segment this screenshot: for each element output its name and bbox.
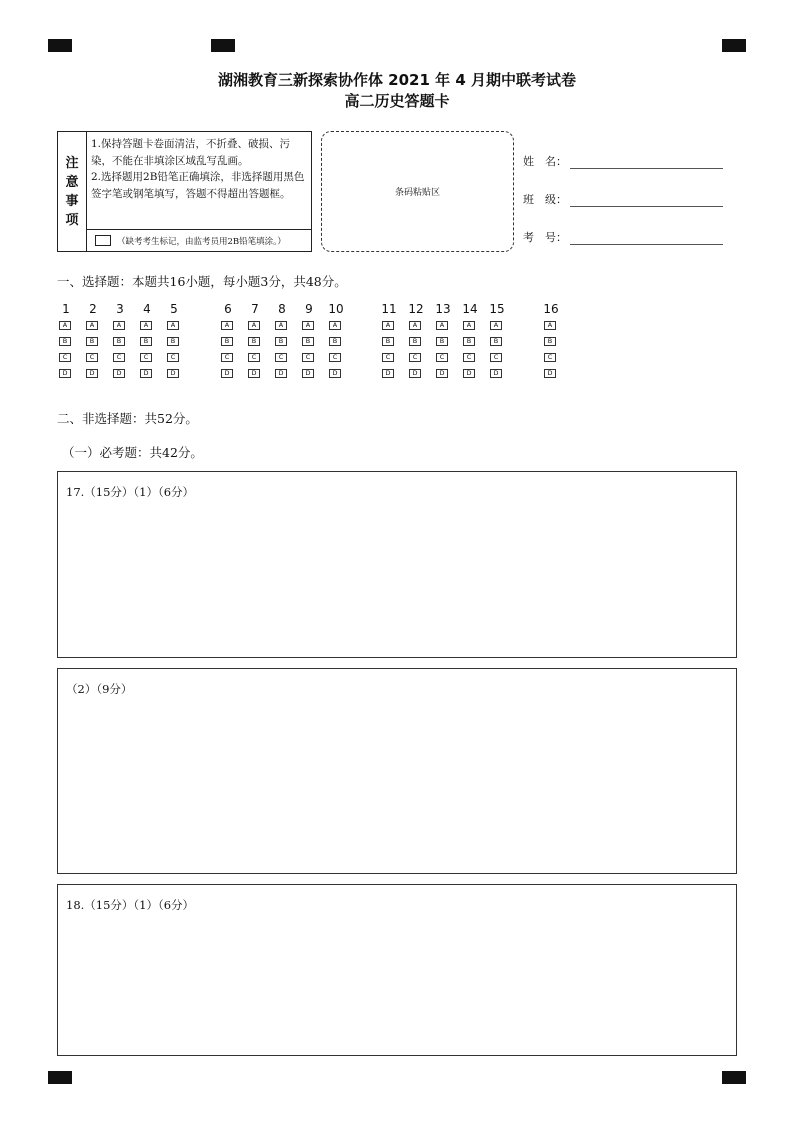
option-bubble-c[interactable]: C (463, 353, 475, 362)
notice-label-char: 事 (65, 193, 79, 209)
option-bubble-a[interactable]: A (490, 321, 502, 330)
option-bubble-a[interactable]: A (167, 321, 179, 330)
option-bubble-d[interactable]: D (329, 369, 341, 378)
question-number: 10 (328, 302, 344, 316)
absent-marker-box[interactable] (95, 235, 111, 246)
option-bubble-b[interactable]: B (167, 337, 179, 346)
option-bubble-d[interactable]: D (409, 369, 421, 378)
option-bubble-b[interactable]: B (275, 337, 287, 346)
class-line[interactable] (570, 206, 723, 207)
notice-text (91, 136, 309, 202)
answer-label-q18-part1: 18.（15分）（1）（6分） (66, 898, 195, 912)
option-bubble-d[interactable]: D (113, 369, 125, 378)
registration-mark-top-right (722, 39, 746, 52)
option-bubble-a[interactable]: A (86, 321, 98, 330)
option-bubble-c[interactable]: C (382, 353, 394, 362)
option-bubble-a[interactable]: A (59, 321, 71, 330)
question-number: 7 (251, 302, 259, 316)
answer-box-q17-part2[interactable] (57, 668, 737, 874)
option-bubble-a[interactable]: A (329, 321, 341, 330)
option-bubble-b[interactable]: B (463, 337, 475, 346)
barcode-area (321, 131, 514, 252)
option-bubble-b[interactable]: B (329, 337, 341, 346)
option-bubble-a[interactable]: A (463, 321, 475, 330)
option-bubble-b[interactable]: B (221, 337, 233, 346)
option-bubble-c[interactable]: C (436, 353, 448, 362)
option-bubble-b[interactable]: B (140, 337, 152, 346)
page-title: 湖湘教育三新探索协作体 2021 年 4 月期中联考试卷 (217, 71, 577, 89)
option-bubble-b[interactable]: B (59, 337, 71, 346)
option-bubble-b[interactable]: B (302, 337, 314, 346)
option-bubble-b[interactable]: B (248, 337, 260, 346)
option-bubble-b[interactable]: B (409, 337, 421, 346)
option-bubble-d[interactable]: D (221, 369, 233, 378)
absent-marker-note: （缺考考生标记，由监考员用2B铅笔填涂。） (117, 236, 286, 247)
option-bubble-d[interactable]: D (436, 369, 448, 378)
option-bubble-b[interactable]: B (436, 337, 448, 346)
question-number: 16 (543, 302, 559, 316)
answer-label-q17-part1: 17.（15分）（1）（6分） (66, 485, 195, 499)
id-label: 考 号： (523, 231, 567, 244)
option-bubble-d[interactable]: D (167, 369, 179, 378)
name-field[interactable] (523, 153, 723, 169)
question-number: 13 (435, 302, 451, 316)
option-bubble-a[interactable]: A (544, 321, 556, 330)
option-bubble-b[interactable]: B (382, 337, 394, 346)
subsection-1-title: （一）必考题：共42分。 (62, 445, 203, 460)
notice-box (57, 131, 312, 252)
option-bubble-a[interactable]: A (409, 321, 421, 330)
option-bubble-a[interactable]: A (382, 321, 394, 330)
question-number: 14 (462, 302, 478, 316)
question-number: 8 (278, 302, 286, 316)
name-line[interactable] (570, 168, 723, 169)
class-field[interactable] (523, 191, 723, 207)
question-number: 6 (224, 302, 232, 316)
option-bubble-c[interactable]: C (248, 353, 260, 362)
registration-mark-bottom-right (722, 1071, 746, 1084)
option-bubble-d[interactable]: D (59, 369, 71, 378)
question-number: 3 (116, 302, 124, 316)
question-number: 2 (89, 302, 97, 316)
registration-mark-top-left (48, 39, 72, 52)
option-bubble-c[interactable]: C (490, 353, 502, 362)
id-line[interactable] (570, 244, 723, 245)
option-bubble-b[interactable]: B (490, 337, 502, 346)
option-bubble-c[interactable]: C (113, 353, 125, 362)
question-number: 5 (170, 302, 178, 316)
barcode-label: 条码粘贴区 (394, 188, 440, 198)
option-bubble-c[interactable]: C (302, 353, 314, 362)
option-bubble-d[interactable]: D (382, 369, 394, 378)
option-bubble-c[interactable]: C (329, 353, 341, 362)
registration-mark-top-center (211, 39, 235, 52)
notice-label-char: 项 (65, 212, 79, 228)
option-bubble-a[interactable]: A (113, 321, 125, 330)
registration-mark-bottom-left (48, 1071, 72, 1084)
answer-box-q18-part1[interactable] (57, 884, 737, 1056)
answer-box-q17-part1[interactable] (57, 471, 737, 658)
absent-marker-row (87, 229, 311, 251)
option-bubble-b[interactable]: B (86, 337, 98, 346)
section-1-title: 一、选择题：本题共16小题，每小题3分，共48分。 (57, 274, 347, 289)
notice-line-2: 2.选择题用2B铅笔正确填涂，非选择题用黑色签字笔或钢笔填写，答题不得超出答题框。 (91, 171, 305, 200)
option-bubble-c[interactable]: C (221, 353, 233, 362)
option-bubble-c[interactable]: C (544, 353, 556, 362)
option-bubble-c[interactable]: C (275, 353, 287, 362)
option-bubble-a[interactable]: A (221, 321, 233, 330)
question-number: 11 (381, 302, 397, 316)
option-bubble-d[interactable]: D (140, 369, 152, 378)
option-bubble-a[interactable]: A (436, 321, 448, 330)
question-number: 12 (408, 302, 424, 316)
option-bubble-a[interactable]: A (248, 321, 260, 330)
option-bubble-d[interactable]: D (248, 369, 260, 378)
option-bubble-d[interactable]: D (302, 369, 314, 378)
notice-label-char: 意 (65, 174, 79, 190)
option-bubble-d[interactable]: D (490, 369, 502, 378)
option-bubble-c[interactable]: C (86, 353, 98, 362)
notice-label-char: 注 (65, 155, 79, 171)
option-bubble-c[interactable]: C (140, 353, 152, 362)
question-number: 4 (143, 302, 151, 316)
option-bubble-a[interactable]: A (275, 321, 287, 330)
question-number: 9 (305, 302, 313, 316)
section-2-title: 二、非选择题：共52分。 (57, 411, 198, 426)
option-bubble-d[interactable]: D (275, 369, 287, 378)
page-subtitle: 高二历史答题卡 (344, 92, 450, 110)
option-bubble-d[interactable]: D (86, 369, 98, 378)
option-bubble-b[interactable]: B (113, 337, 125, 346)
name-label: 姓 名： (523, 155, 567, 168)
question-number: 15 (489, 302, 505, 316)
option-bubble-a[interactable]: A (140, 321, 152, 330)
question-number: 1 (62, 302, 70, 316)
option-bubble-c[interactable]: C (59, 353, 71, 362)
answer-label-q17-part2: （2）（9分） (66, 682, 133, 696)
option-bubble-d[interactable]: D (544, 369, 556, 378)
option-bubble-b[interactable]: B (544, 337, 556, 346)
option-bubble-c[interactable]: C (409, 353, 421, 362)
class-label: 班 级： (523, 193, 567, 206)
id-field[interactable] (523, 229, 723, 245)
notice-label (58, 132, 87, 251)
option-bubble-d[interactable]: D (463, 369, 475, 378)
notice-line-1: 1.保持答题卡卷面清洁，不折叠、破损、污染，不能在非填涂区域乱写乱画。 (91, 138, 291, 167)
option-bubble-a[interactable]: A (302, 321, 314, 330)
option-bubble-c[interactable]: C (167, 353, 179, 362)
